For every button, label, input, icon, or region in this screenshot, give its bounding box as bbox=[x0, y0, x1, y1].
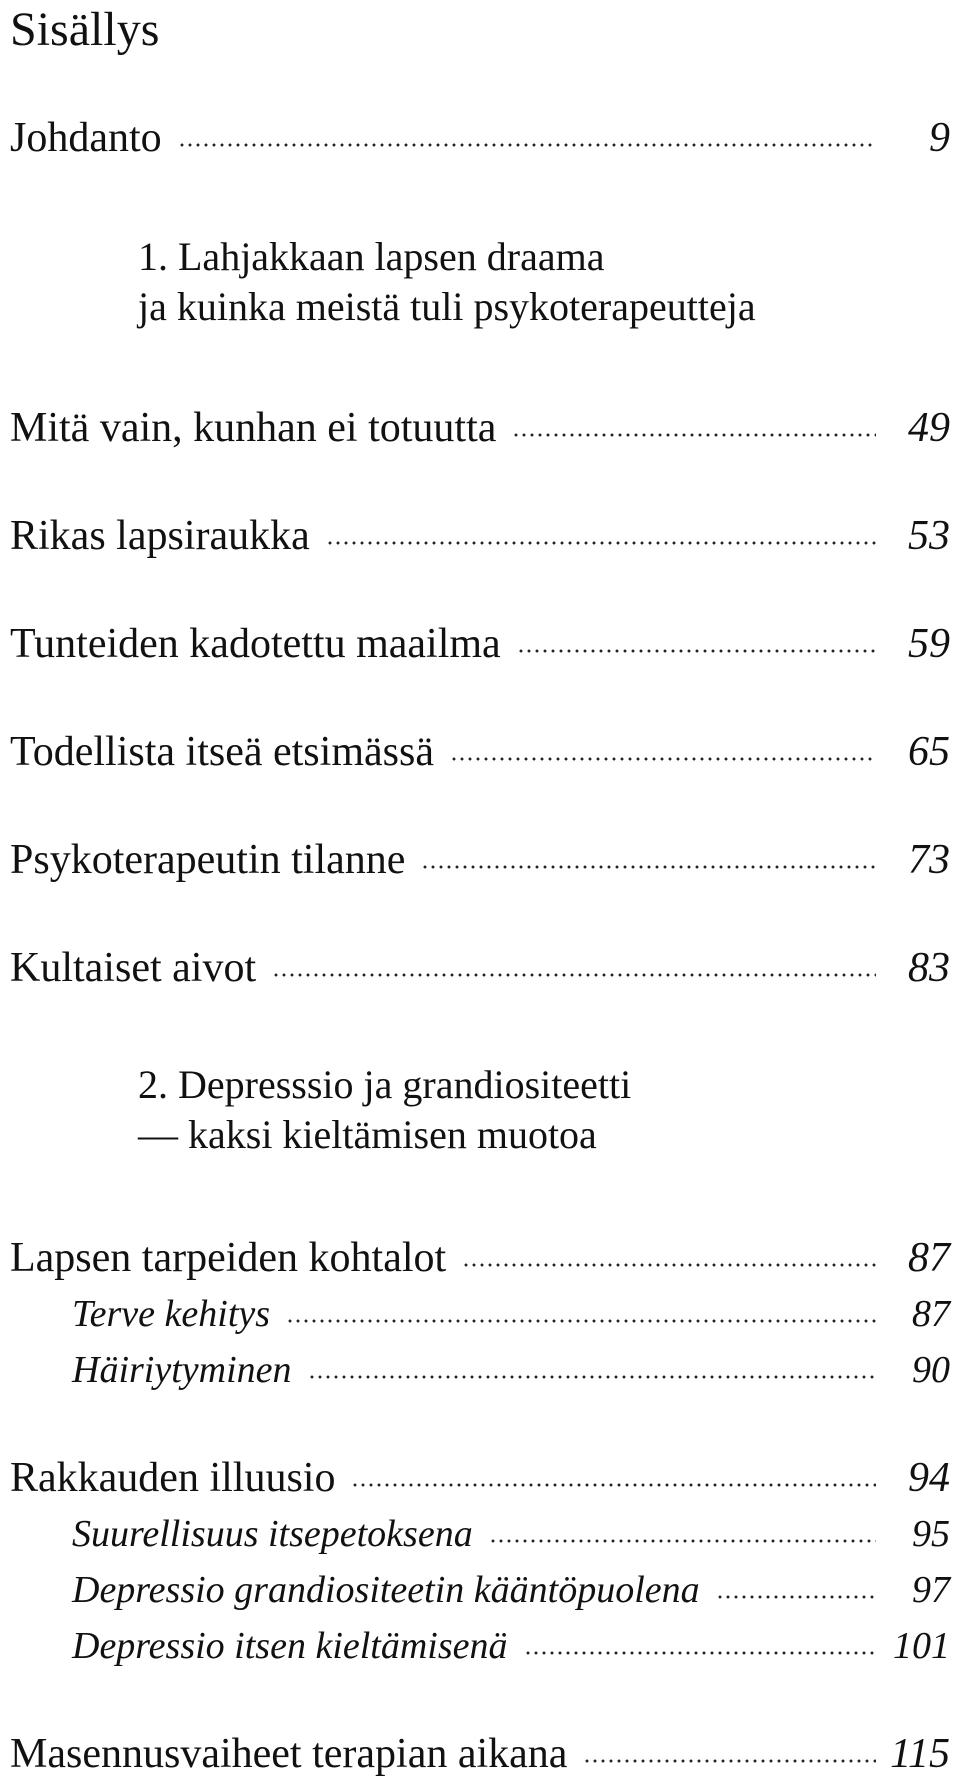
dot-leader bbox=[286, 1314, 876, 1328]
toc-page-number: 95 bbox=[912, 1513, 950, 1555]
toc-page-number: 101 bbox=[893, 1625, 950, 1667]
dot-leader bbox=[450, 752, 876, 766]
toc-page-number: 73 bbox=[908, 837, 950, 883]
toc-entry-label: Mitä vain, kunhan ei totuutta bbox=[10, 405, 497, 451]
toc-page-number: 90 bbox=[912, 1349, 950, 1391]
toc-entry[interactable] bbox=[10, 1726, 950, 1782]
dot-leader bbox=[326, 536, 876, 550]
dot-leader bbox=[524, 1646, 876, 1660]
toc-subentry-label: Terve kehitys bbox=[72, 1293, 271, 1335]
toc-subentry-label: Häiriytyminen bbox=[72, 1349, 292, 1391]
dot-leader bbox=[272, 968, 876, 982]
toc-entry-label: Tunteiden kadotettu maailma bbox=[10, 621, 501, 667]
toc-page-number: 65 bbox=[908, 729, 950, 775]
toc-entry-label: Masennusvaiheet terapian aikana bbox=[10, 1731, 568, 1777]
toc-entry[interactable] bbox=[10, 1450, 950, 1506]
toc-page-number: 87 bbox=[908, 1235, 950, 1281]
dot-leader bbox=[716, 1590, 876, 1604]
dot-leader bbox=[178, 138, 876, 152]
toc-entry-label: Psykoterapeutin tilanne bbox=[10, 837, 406, 883]
toc-page-number: 97 bbox=[912, 1569, 950, 1611]
toc-entry[interactable] bbox=[10, 940, 950, 996]
page-title: Sisällys bbox=[10, 3, 160, 56]
dot-leader bbox=[517, 644, 876, 658]
toc-page-number: 59 bbox=[908, 621, 950, 667]
toc-entry-label: Rakkauden illuusio bbox=[10, 1455, 336, 1501]
dot-leader bbox=[421, 860, 876, 874]
toc-page-number: 83 bbox=[908, 945, 950, 991]
toc-entry[interactable] bbox=[10, 1230, 950, 1286]
toc-entry-label: Johdanto bbox=[10, 115, 162, 161]
chapter-2-heading bbox=[138, 1060, 631, 1160]
toc-entry[interactable] bbox=[10, 724, 950, 780]
chapter-2-subtitle: — kaksi kieltämisen muotoa bbox=[138, 1112, 597, 1157]
chapter-1-title: 1. Lahjakkaan lapsen draama bbox=[138, 234, 605, 279]
toc-entry[interactable] bbox=[10, 508, 950, 564]
dot-leader bbox=[583, 1754, 876, 1768]
dot-leader bbox=[512, 428, 876, 442]
dot-leader bbox=[351, 1478, 876, 1492]
toc-page-number: 53 bbox=[908, 513, 950, 559]
toc-entry-label: Lapsen tarpeiden kohtalot bbox=[10, 1235, 447, 1281]
chapter-1-heading bbox=[138, 232, 756, 332]
dot-leader bbox=[462, 1258, 876, 1272]
chapter-1-subtitle: ja kuinka meistä tuli psykoterapeutteja bbox=[138, 284, 756, 329]
toc-subentry-label: Depressio grandiositeetin kääntöpuolena bbox=[72, 1569, 700, 1611]
toc-entry-intro[interactable] bbox=[10, 110, 950, 166]
toc-entry-label: Rikas lapsiraukka bbox=[10, 513, 310, 559]
toc-page-number: 49 bbox=[908, 405, 950, 451]
toc-subentry[interactable] bbox=[72, 1508, 950, 1560]
toc-entry-label: Todellista itseä etsimässä bbox=[10, 729, 434, 775]
toc-subentry[interactable] bbox=[72, 1344, 950, 1396]
toc-subentry[interactable] bbox=[72, 1288, 950, 1340]
toc-entry[interactable] bbox=[10, 832, 950, 888]
toc-subentry[interactable] bbox=[72, 1620, 950, 1672]
toc-entry[interactable] bbox=[10, 616, 950, 672]
toc-page-number: 87 bbox=[912, 1293, 950, 1335]
toc-entry[interactable] bbox=[10, 400, 950, 456]
chapter-2-title: 2. Depresssio ja grandiositeetti bbox=[138, 1062, 632, 1107]
toc-subentry[interactable] bbox=[72, 1564, 950, 1616]
toc-page-number: 94 bbox=[908, 1455, 950, 1501]
toc-subentry-label: Suurellisuus itsepetoksena bbox=[72, 1513, 473, 1555]
toc-page-number: 9 bbox=[929, 115, 950, 161]
toc-subentry-label: Depressio itsen kieltämisenä bbox=[72, 1625, 508, 1667]
dot-leader bbox=[489, 1534, 876, 1548]
dot-leader bbox=[308, 1370, 876, 1384]
toc-entry-label: Kultaiset aivot bbox=[10, 945, 257, 991]
toc-page-number: 115 bbox=[890, 1731, 950, 1777]
